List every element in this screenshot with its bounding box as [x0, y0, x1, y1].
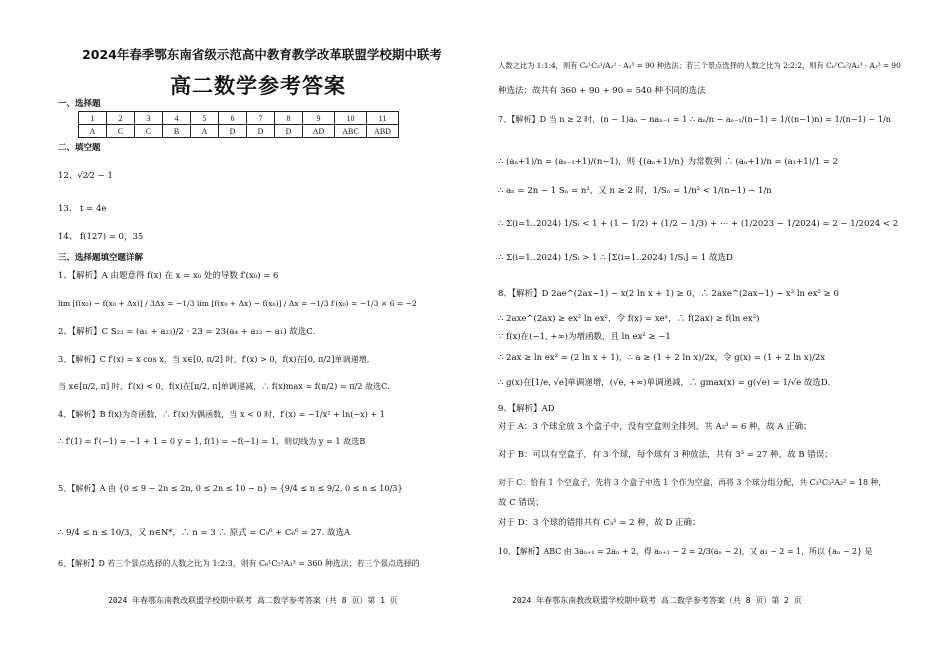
table-cell: 6: [219, 112, 247, 125]
fill-answer-12: 12、√2⁄2 − 1: [58, 171, 113, 181]
solution-line: 9、【解析】AD: [498, 404, 555, 414]
solution-line: 10、【解析】ABC 由 3aₙ₊₁ = 2aₙ + 2，得 aₙ₊₁ − 2 = 2/3(aₙ − 2)，又 a₁ − 2 = 1，所以 {aₙ − 2} 是: [498, 547, 873, 556]
table-cell: 3: [135, 112, 163, 125]
solution-line: ∴ Σ(i=1..2024) 1/Sᵢ > 1 ∴ [Σ(i=1..2024) 1/Sᵢ] = 1 故选D: [498, 253, 733, 263]
table-cell: ABD: [367, 125, 399, 138]
fill-answer-13: 13、 t = 4e: [58, 204, 107, 214]
solution-line: 当 x∈[π/2, π] 时，f′(x) < 0，f(x)在[π/2, π]单调递减，∴ f(x)max = f(π/2) = π/2 故选C.: [58, 381, 390, 391]
solution-line: 种选法；故共有 360 + 90 + 90 = 540 种不同的选法: [498, 86, 706, 96]
answer-table-answer-row: [79, 125, 399, 138]
solution-line: lim [f(x₀) − f(x₀ + Δx)] / 3Δx = −1/3 lim [f(x₀ + Δx) − f(x₀)] / Δx = −1/3 f′(x₀) = −1/3 × 6 = −2: [58, 299, 417, 308]
table-cell: 9: [303, 112, 335, 125]
table-cell: 8: [275, 112, 303, 125]
table-cell: 1: [79, 112, 107, 125]
fill-answer-14: 14、 f(127) = 0，35: [58, 232, 144, 242]
solution-line: 1、【解析】A 由题意得 f(x) 在 x = x₀ 处的导数 f′(x₀) = 6: [58, 271, 279, 281]
solution-line: 人数之比为 1:1:4，则有 C₆¹C₅¹/A₂² · A₃³ = 90 种选法；若三个景点选择的人数之比为 2:2:2，则有 C₆²C₄²/A₃³ · A₃³ = 90: [498, 61, 901, 70]
table-cell: C: [135, 125, 163, 138]
solution-line: ∴ 2ax ≥ ln ex² = (2 ln x + 1)，∴ a ≥ (1 + 2 ln x)/2x，令 g(x) = (1 + 2 ln x)/2x: [498, 353, 826, 363]
solution-line: ∴ (aₙ+1)/n = (aₙ₋₁+1)/(n−1)，则 {(aₙ+1)/n} 为常数列 ∴ (aₙ+1)/n = (a₁+1)/1 = 2: [498, 157, 839, 167]
solution-line: 2、【解析】C S₂₃ = (a₁ + a₂₃)/2 · 23 = 23(a₄ + a₁₃ − a₁) 故选C.: [58, 327, 316, 337]
solution-line: ∴ g(x)在[1/e, √e]单调递增，(√e, +∞)单调递减，∴ gmax(x) = g(√e) = 1/√e 故选D.: [498, 378, 831, 388]
table-cell: A: [191, 125, 219, 138]
solution-line: 对于 A：3 个球全放 3 个盒子中，没有空盒则全排列，共 A₃³ = 6 种，故 A 正确；: [498, 422, 812, 432]
table-cell: 5: [191, 112, 219, 125]
solution-line: ∴ f′(1) = f′(−1) = −1 + 1 = 0 y = 1, f(1) = −f(−1) = 1，则切线为 y = 1 故选B: [58, 436, 366, 446]
answer-table: [78, 111, 399, 138]
solution-line: ∴ 9/4 ≤ n ≤ 10/3，又 n∈N*，∴ n = 3 ∴ 原式 = C₉⁶ + C₆⁶ = 27. 故选A: [58, 528, 351, 538]
table-cell: 4: [163, 112, 191, 125]
table-cell: D: [219, 125, 247, 138]
page-footer: 2024 年春鄂东南教改联盟学校期中联考 高二数学参考答案（共 8 页）第 1 页: [108, 596, 398, 605]
document-subtitle: 高二数学参考答案: [170, 74, 346, 98]
table-cell: ABC: [335, 125, 367, 138]
solution-line: ∴ aₙ = 2n − 1 Sₙ = n²，又 n ≥ 2 时，1/Sₙ = 1/n² < 1/(n−1) − 1/n: [498, 186, 772, 196]
solution-line: 对于 C：恰有 1 个空盒子，先将 3 个盒子中选 1 个作为空盒，再将 3 个球分组分配，共 C₃¹C₃²A₂² = 18 种，: [498, 478, 887, 487]
solution-line: ∴ Σ(i=1..2024) 1/Sᵢ < 1 + (1 − 1/2) + (1/2 − 1/3) + ⋯ + (1/2023 − 1/2024) = 2 − 1/2024 < 2: [498, 219, 899, 229]
table-cell: 2: [107, 112, 135, 125]
table-cell: D: [247, 125, 275, 138]
solution-line: 对于 D：3 个球的错排共有 C₃¹ = 2 种，故 D 正确；: [498, 518, 701, 528]
section-fill-heading: 二、填空题: [58, 143, 101, 153]
table-cell: C: [107, 125, 135, 138]
solution-line: 故 C 错误；: [498, 498, 544, 508]
solution-line: 3、【解析】C f′(x) = x cos x，当 x∈[0, π/2] 时，f′(x) > 0，f(x)在[0, π/2]单调递增,: [58, 354, 370, 364]
solution-line: 7、【解析】D 当 n ≥ 2 时，(n − 1)aₙ − naₙ₋₁ = 1 ∴ aₙ/n − aₙ₋₁/(n−1) = 1/((n−1)n) = 1/(n−1) − 1/n: [498, 114, 891, 124]
document-title: 2024年春季鄂东南省级示范高中教育教学改革联盟学校期中联考: [82, 47, 442, 62]
answer-table-number-row: [79, 112, 399, 125]
table-cell: D: [275, 125, 303, 138]
table-cell: B: [163, 125, 191, 138]
solution-line: ∵ f(x)在(−1, +∞)为增函数，且 ln ex² ≥ −1: [498, 332, 671, 342]
section-choice-heading: 一、选择题: [58, 99, 101, 109]
table-cell: 11: [367, 112, 399, 125]
page-footer: 2024 年春鄂东南教改联盟学校期中联考 高二数学参考答案（共 8 页）第 2 页: [512, 596, 802, 605]
solution-line: 8、【解析】D 2ae^(2ax−1) − x(2 ln x + 1) ≥ 0，∴ 2axe^(2ax−1) − x² ln ex² ≥ 0: [498, 289, 839, 299]
solution-line: 4、【解析】B f(x)为奇函数，∴ f′(x)为偶函数，当 x < 0 时，f′(x) = −1/x² + ln(−x) + 1: [58, 409, 385, 419]
table-cell: AD: [303, 125, 335, 138]
left-page: [58, 0, 458, 658]
solution-line: 6、【解析】D 若三个景点选择的人数之比为 1:2:3，则有 C₆¹C₅²A₃³ = 360 种选法；若三个景点选择的: [58, 559, 420, 568]
table-cell: 10: [335, 112, 367, 125]
solution-line: ∴ 2axe^(2ax) ≥ ex² ln ex²，令 f(x) = xeˣ，∴ f(2ax) ≥ f(ln ex²): [498, 314, 760, 324]
solution-line: 对于 B：可以有空盒子，有 3 个球，每个球有 3 种放法，共有 3³ = 27 种，故 B 错误；: [498, 450, 833, 460]
right-page: [498, 0, 901, 658]
table-cell: 7: [247, 112, 275, 125]
section-detail-heading: 三、选择题填空题详解: [58, 253, 144, 263]
table-cell: A: [79, 125, 107, 138]
solution-line: 5、【解析】A 由 {0 ≤ 9 − 2n ≤ 2n, 0 ≤ 2n ≤ 10 − n} ⇒ {9/4 ≤ n ≤ 9/2, 0 ≤ n ≤ 10/3}: [58, 483, 403, 493]
